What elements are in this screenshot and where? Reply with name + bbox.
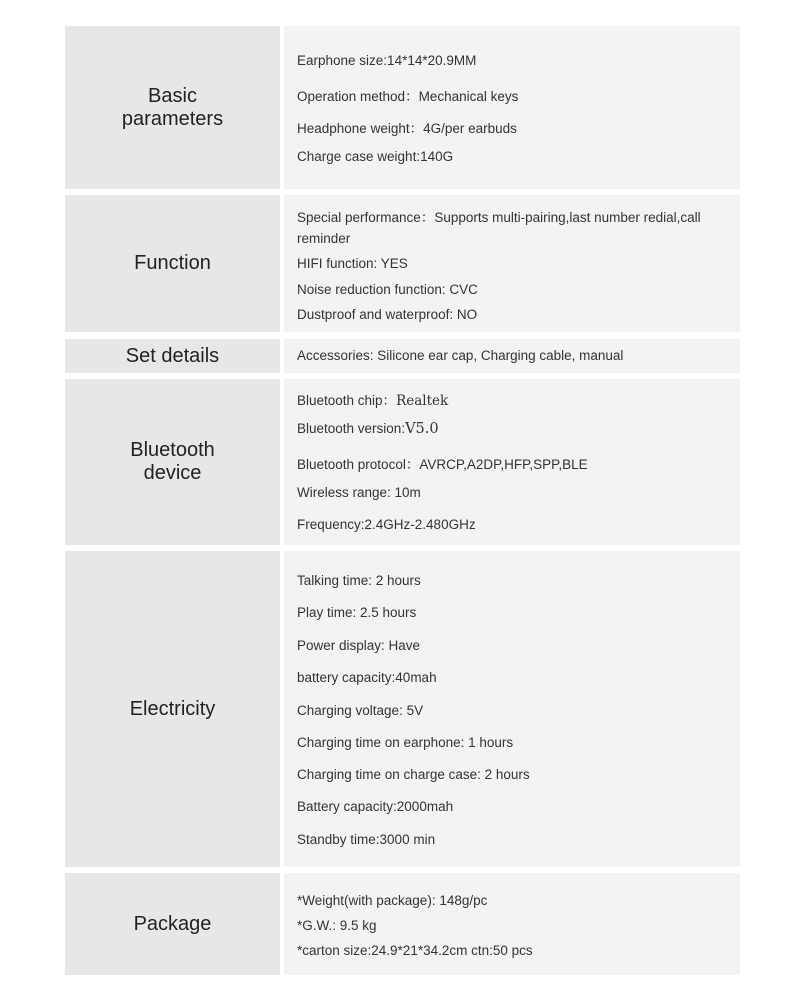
label-line: Function xyxy=(134,252,211,274)
spec-item: Accessories: Silicone ear cap, Charging cable, manual xyxy=(297,348,624,363)
section-label-function xyxy=(65,195,280,332)
spec-row-set-details xyxy=(65,339,740,373)
label-line: Basic xyxy=(148,84,197,107)
section-label-package xyxy=(65,873,280,975)
spec-item: Noise reduction function: CVC xyxy=(297,282,478,297)
spec-item: *carton size:24.9*21*34.2cm ctn:50 pcs xyxy=(297,943,533,958)
spec-item: *G.W.: 9.5 kg xyxy=(297,918,377,933)
spec-row-bluetooth-device xyxy=(65,379,740,545)
label-line: Package xyxy=(133,912,212,935)
section-label-set-details xyxy=(65,339,280,373)
section-values-set-details xyxy=(284,339,740,373)
label-line: device xyxy=(143,462,202,484)
spec-item: Charge case weight:140G xyxy=(297,149,454,164)
spec-item: Headphone weight：4G/per earbuds xyxy=(297,121,517,136)
spec-item: Bluetooth chip：Realtek xyxy=(297,393,449,409)
spec-item: Earphone size:14*14*20.9MM xyxy=(297,53,477,68)
spec-item: HIFI function: YES xyxy=(297,256,408,271)
section-label-electricity xyxy=(65,551,280,867)
spec-item: Charging voltage: 5V xyxy=(297,703,424,718)
spec-item: Frequency:2.4GHz-2.480GHz xyxy=(297,517,476,532)
spec-row-package xyxy=(65,873,740,975)
spec-item: battery capacity:40mah xyxy=(297,670,437,685)
section-values-bluetooth-device xyxy=(284,379,740,545)
spec-item: Talking time: 2 hours xyxy=(297,573,421,588)
section-label-basic-parameters xyxy=(65,26,280,189)
label-line: Electricity xyxy=(129,697,216,720)
spec-item: Wireless range: 10m xyxy=(297,485,421,500)
spec-row-basic-parameters xyxy=(65,26,740,189)
spec-item: Power display: Have xyxy=(297,638,421,653)
section-values-electricity xyxy=(284,551,740,867)
spec-item: Standby time:3000 min xyxy=(297,832,436,847)
spec-row-electricity xyxy=(65,551,740,867)
label-line: Set details xyxy=(125,344,220,367)
spec-row-function xyxy=(65,195,740,332)
section-values-package xyxy=(284,873,740,975)
spec-item: Bluetooth version:V5.0 xyxy=(297,421,439,437)
section-label-bluetooth-device xyxy=(65,379,280,545)
spec-item: Special performance：Supports multi-pairing,last number redial,call reminder xyxy=(297,210,701,246)
section-values-basic-parameters xyxy=(284,26,740,189)
spec-item: Dustproof and waterproof: NO xyxy=(297,307,478,322)
spec-item: Charging time on earphone: 1 hours xyxy=(297,735,514,750)
spec-item: Battery capacity:2000mah xyxy=(297,799,454,814)
label-line: Bluetooth xyxy=(130,439,215,461)
spec-item: Operation method：Mechanical keys xyxy=(297,89,519,104)
spec-item: Bluetooth protocol：AVRCP,A2DP,HFP,SPP,BLE xyxy=(297,457,588,472)
spec-item: Charging time on charge case: 2 hours xyxy=(297,767,530,782)
spec-item: *Weight(with package): 148g/pc xyxy=(297,893,488,908)
label-line: parameters xyxy=(121,107,224,130)
spec-item: Play time: 2.5 hours xyxy=(297,605,417,620)
section-values-function xyxy=(284,195,740,332)
